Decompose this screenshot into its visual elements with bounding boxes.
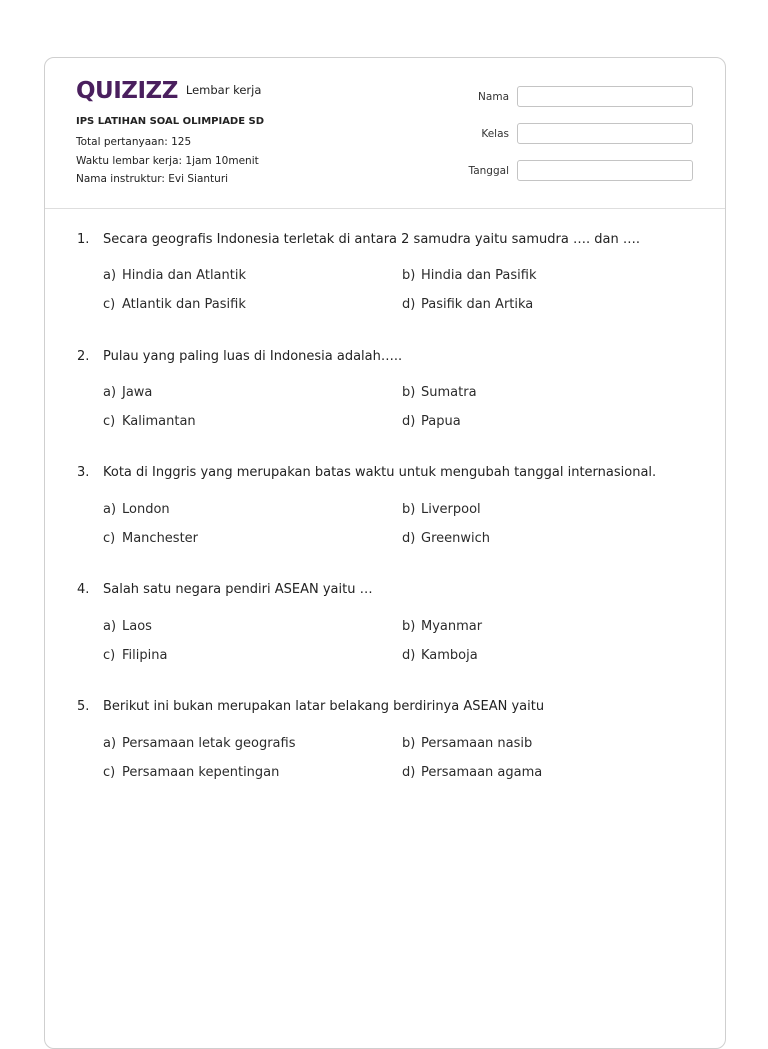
option-a — [103, 385, 152, 400]
option-letter: b) — [402, 619, 416, 634]
option-text: Pasifik dan Artika — [421, 297, 534, 312]
option-letter: a) — [103, 268, 117, 283]
option-c — [103, 414, 196, 429]
option-text: London — [122, 502, 170, 517]
option-text: Persamaan nasib — [421, 736, 533, 751]
question-text: Kota di Inggris yang merupakan batas waktu untuk mengubah tanggal internasional. — [103, 465, 657, 480]
date-label: Tanggal — [468, 164, 509, 177]
option-d — [402, 414, 461, 429]
option-letter: c) — [103, 765, 116, 780]
option-letter: c) — [103, 414, 116, 429]
option-d — [402, 648, 478, 663]
worksheet-page — [44, 57, 726, 1049]
option-a — [103, 268, 246, 283]
option-letter: d) — [402, 414, 416, 429]
name-field-row — [465, 86, 693, 107]
option-letter: a) — [103, 736, 117, 751]
option-letter: d) — [402, 648, 416, 663]
option-text: Greenwich — [421, 531, 490, 546]
option-letter: d) — [402, 765, 416, 780]
class-label: Kelas — [481, 127, 509, 140]
question-number: 2. — [77, 349, 90, 364]
option-a — [103, 736, 296, 751]
option-text: Hindia dan Pasifik — [421, 268, 537, 283]
class-field-row — [465, 123, 693, 144]
option-letter: b) — [402, 736, 416, 751]
option-b — [402, 268, 537, 283]
option-text: Papua — [421, 414, 461, 429]
question-number: 1. — [77, 232, 90, 247]
option-text: Sumatra — [421, 385, 477, 400]
question-number: 3. — [77, 465, 90, 480]
option-b — [402, 619, 482, 634]
option-c — [103, 765, 279, 780]
option-text: Persamaan letak geografis — [122, 736, 296, 751]
option-letter: d) — [402, 297, 416, 312]
option-text: Filipina — [122, 648, 168, 663]
option-b — [402, 502, 481, 517]
question-text: Secara geografis Indonesia terletak di antara 2 samudra yaitu samudra …. dan …. — [103, 232, 640, 247]
option-letter: a) — [103, 619, 117, 634]
option-letter: a) — [103, 385, 117, 400]
option-text: Persamaan kepentingan — [122, 765, 280, 780]
option-letter: b) — [402, 385, 416, 400]
option-a — [103, 619, 152, 634]
option-text: Persamaan agama — [421, 765, 543, 780]
option-a — [103, 502, 170, 517]
option-b — [402, 385, 477, 400]
option-b — [402, 736, 532, 751]
option-letter: c) — [103, 648, 116, 663]
option-text: Myanmar — [421, 619, 483, 634]
option-text: Jawa — [122, 385, 153, 400]
total-questions: Total pertanyaan: 125 — [76, 136, 192, 148]
name-field[interactable] — [517, 86, 693, 107]
instructor-name: Nama instruktur: Evi Sianturi — [76, 173, 229, 185]
option-d — [402, 531, 490, 546]
option-letter: b) — [402, 268, 416, 283]
worksheet-time: Waktu lembar kerja: 1jam 10menit — [76, 154, 259, 167]
option-text: Kamboja — [421, 648, 478, 663]
question-number: 4. — [77, 582, 90, 597]
worksheet-header — [45, 58, 725, 209]
question-number: 5. — [77, 699, 90, 714]
option-text: Manchester — [122, 531, 199, 546]
option-d — [402, 765, 542, 780]
question-text: Berikut ini bukan merupakan latar belakang berdirinya ASEAN yaitu — [103, 699, 545, 714]
option-d — [402, 297, 533, 312]
option-letter: d) — [402, 531, 416, 546]
question-text: Salah satu negara pendiri ASEAN yaitu … — [103, 582, 373, 597]
option-text: Liverpool — [421, 502, 481, 517]
class-field[interactable] — [517, 123, 693, 144]
option-c — [103, 531, 198, 546]
option-letter: c) — [103, 297, 116, 312]
worksheet-title: IPS LATIHAN SOAL OLIMPIADE SD — [76, 116, 265, 127]
date-field[interactable] — [517, 160, 693, 181]
option-letter: a) — [103, 502, 117, 517]
logo-subtitle: Lembar kerja — [185, 82, 262, 97]
option-text: Kalimantan — [122, 414, 196, 429]
option-c — [103, 648, 167, 663]
logo-wordmark: QUIZIZZ — [76, 78, 178, 104]
date-field-row — [465, 160, 693, 181]
option-letter: b) — [402, 502, 416, 517]
option-text: Atlantik dan Pasifik — [122, 297, 246, 312]
question-text: Pulau yang paling luas di Indonesia adalah….. — [103, 349, 403, 364]
option-text: Laos — [122, 619, 152, 634]
option-letter: c) — [103, 531, 116, 546]
option-c — [103, 297, 246, 312]
name-label: Nama — [478, 90, 509, 103]
worksheet-meta — [76, 115, 264, 189]
option-text: Hindia dan Atlantik — [122, 268, 246, 283]
brand-logo — [76, 78, 261, 104]
